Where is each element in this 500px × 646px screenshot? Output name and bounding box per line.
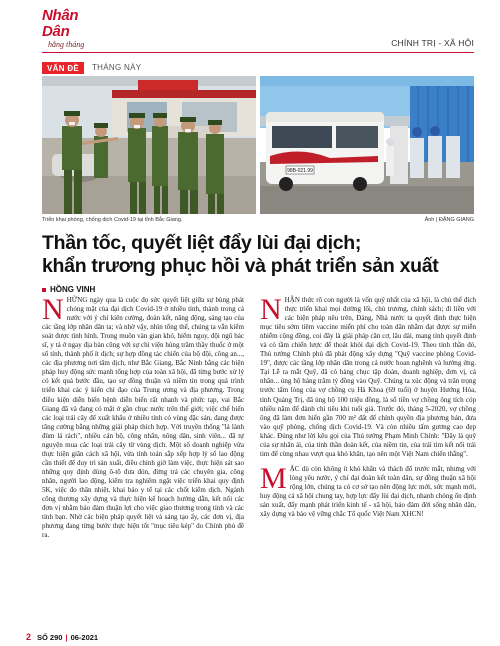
article-column-left [42,293,244,540]
bus-plate: 98B-021.99 [287,168,313,174]
drop-cap: N [42,293,64,326]
issue-number: SỐ 290 [37,633,63,642]
paragraph [42,293,244,540]
paragraph [260,461,476,519]
logo-subtitle: hằng tháng [48,40,85,49]
article-headline [42,232,474,278]
drop-cap: M [260,461,287,495]
logo-title: Nhân Dân [42,7,79,40]
photo-bus-testing [260,76,474,214]
photo-checkpoint [42,76,256,214]
byline-marker [42,288,46,292]
page-footer [26,632,98,642]
issue-date: 06-2021 [70,633,99,642]
header-divider [42,52,474,53]
drop-cap: N [260,293,282,326]
section-label: CHÍNH TRỊ - XÃ HỘI [391,38,474,48]
paragraph-text: ẶC dù còn không ít khó khăn và thách đố trước mắt, nhưng với lòng yêu nước, ý chí đại đoàn kết toàn dân, sự đồng thuận xã hội rộng lớn, chúng ta có cơ sở tạo nên động lực mới, sức mạnh mới, huy động cả xã hội chung tay, hợp lực đẩy lùi đại dịch, nhanh chóng ổn định sản xuất, đẩy mạnh phát triển kinh tế - xã hội, bảo đảm đời sống nhân dân, xây dựng và bảo vệ vững chắc Tổ quốc Việt Nam XHCN! [260,464,476,519]
page-number: 2 [26,632,32,642]
section-tag: VẤN ĐỀ [42,62,84,74]
paragraph-text: HẬN thức rõ con người là vốn quý nhất của xã hội, là chủ thể đích thực triển khai mọi đường lối, chủ trương, chính sách; đi liền với các biện pháp nêu trên, Đảng, Nhà nước ta quyết định thực hiện mục tiêu sớm tiêm vaccine miễn phí cho toàn dân nhằm đạt được sự miễn nhiễm cộng đồng, coi đây là giải pháp căn cơ, lâu dài, mang tính quyết định và có tầm chiến lược để thoát khỏi đại dịch Covid-19. Theo tinh thần đó, Thủ tướng Chính phủ đã phát động xây dựng "Quỹ vaccine phòng Covid-19", được các tầng lớp nhân dân trong cả nước hoan nghênh và hưởng ứng. Tại Lễ ra mắt Quỹ, đã có hàng chục tập đoàn, doanh nghiệp, đơn vị, cá nhân... ủng hộ hàng trăm tỷ đồng vào Quỹ. Chúng ta xúc động và trân trọng trước tấm lòng của vợ chồng cụ Hà Khoa (69 tuổi) ở huyện Hướng Hóa, tỉnh Quảng Trị, đã ủng hộ 100 triệu đồng, là số tiền vợ chồng ông tích cóp nhiều năm để dành chi tiêu khi tuổi già. Trước đó, tháng 5-2020, vợ chồng ông đã làm đơn hiến gần 700 m² đất để chính quyền địa phương bán, đưa vào quỹ phòng, chống dịch Covid-19. Và còn nhiều tấm gương cao đẹp khác. Đúng như lời kêu gọi của Thủ tướng Phạm Minh Chính: "Đây là quỹ của sự nhân ái, của tinh thần đoàn kết, của niềm tin, của trái tim kết nối trái tim để cùng nhau vượt qua khó khăn, tạo nên một Việt Nam chiến thắng". [260,296,476,458]
headline-line-1: Thần tốc, quyết liệt đẩy lùi đại dịch; [42,232,362,254]
paragraph [260,293,476,459]
photo-credit: Ảnh | ĐẶNG GIANG [424,217,474,223]
masthead-logo [42,8,102,49]
footer-separator: | [65,633,68,642]
section-tag-sub: THÁNG NÀY [92,63,142,72]
article-column-right [260,293,476,519]
photo-caption: Triển khai phòng, chống dịch Covid-19 tại tỉnh Bắc Giang. [42,217,183,223]
headline-line-2: khẩn trương phục hồi và phát triển sản xuất [42,255,439,277]
paragraph-text: HỮNG ngày qua là cuộc đọ sức quyết liệt giữa sự bùng phát chóng mặt của đại dịch Covid-19 ở nhiều tỉnh, thành trong cả nước với ý chí kiên cường, đoàn kết, năng động, sáng tạo của các tầng lớp nhân dân ta; và nhờ vậy, nhìn tổng thể, chúng ta vẫn kiểm soát được tình hình. Trong muôn vàn gian khó, hiểm nguy, đội ngũ bác sĩ, y tá ở ngay địa bàn cũng với sự chi viện hùng trăm thầy thuốc ở một số tỉnh, thành phố ít dịch; sự hợp đồng tác chiến của bộ đội, công an..., các địa phương nơi tâm dịch, như Bắc Giang, Bắc Ninh bằng các biện pháp huy động sức mạnh tổng hợp của toàn xã hội, đã từng bước xử lý có kết quả bước đầu, tạo sự đồng thuận và niềm tin trong quá trình triển khai các ý kiến chỉ đạo của Trung ương và địa phương. Trong điều kiện diễn biến bệnh diễn biến rất nhanh và phức tạp, vai Bắc Giang đã và đang có mặt ở gần chục nước trên thế giới; việc chế biến các loại trái cây để xuất khẩu ở nhiều tỉnh có vùng đặc sản, đang được tăng cường bằng những giải pháp thích hợp. Với truyền thống "lá lành đùm lá rách", nhiều cán bộ, công nhân, nông dân, sinh viên... đã tự nguyện mua các loại trái cây từ vùng dịch. Một số doanh nghiệp vừa thực hiện giãn cách xã hội, vừa tính toán sắp xếp hợp lý số lao động cần thiết để duy trì sản xuất, điều chỉnh giờ làm việc, thực hiện sát sao những quy định dùng ô-tô đưa đón, đừng trả các chuyên gia, công nhân, người lao động, kiểm tra nghiêm ngặt việc triển khai quy định 5K, việc đo thân nhiệt, khai báo y tế tại các chốt kiểm dịch. Ngành công thương xây dựng và thực hiện kế hoạch hướng dẫn, kết nối các đơn vị nhằm bảo đảm thuận lợi cho việc giao thương trong tỉnh và các tỉnh bạn. Nhờ các biện pháp quyết liệt và sáng tạo ấy, các đơn vị, địa phương đang từng bước thực hiện tốt "mục tiêu kép" do Chính phủ đề ra. [42,296,244,540]
author-name: HỒNG VINH [50,285,96,294]
